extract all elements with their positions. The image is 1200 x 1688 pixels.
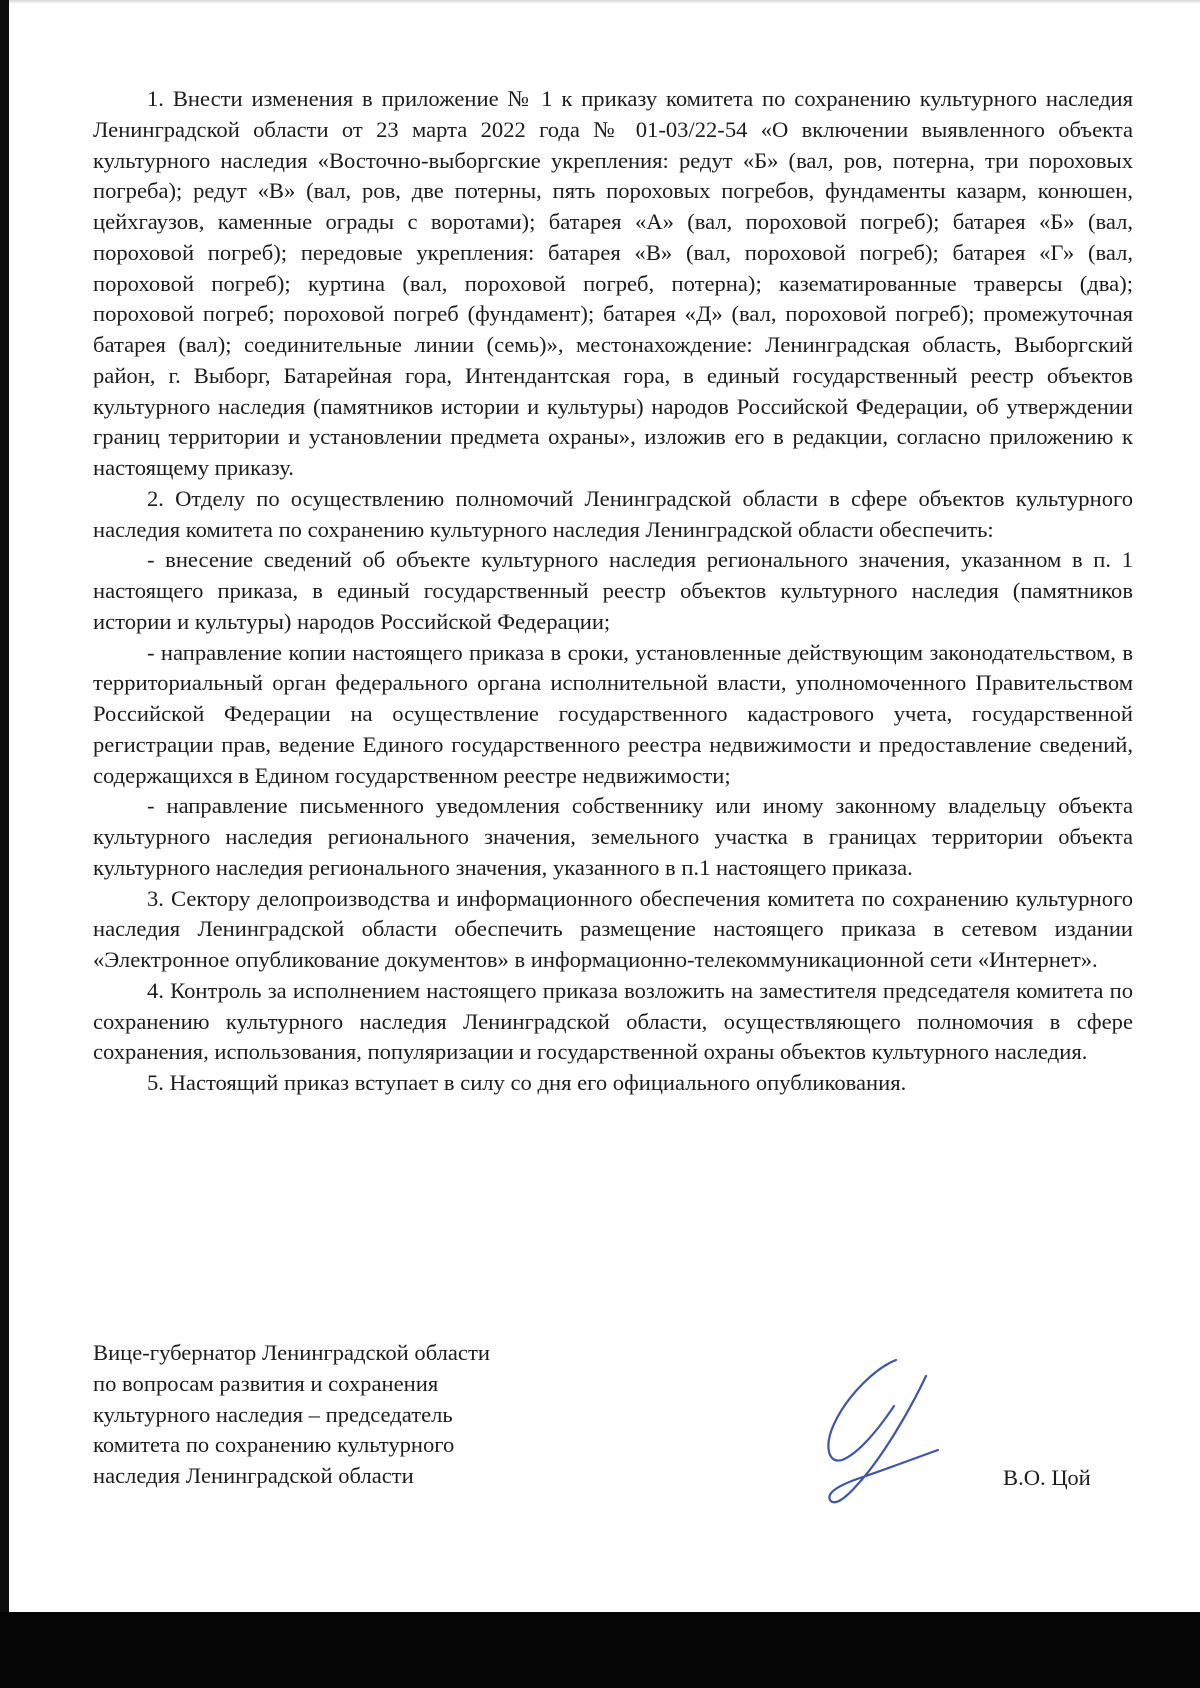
signer-title-line: комитета по сохранению культурного (93, 1432, 455, 1458)
paragraph-4: 4. Контроль за исполнением настоящего приказа возложить на заместителя председателя комитета по сохранению культурного наследия Ленинградской области, осуществляющего полномочия в сфере сохранения, использования, популяризации и государственной охраны объектов культурного наследия. (93, 977, 1133, 1065)
paragraph-2: 2. Отделу по осуществлению полномочий Ленинградской области в сфере объектов культурного наследия комитета по сохранению культурного наследия Ленинградской области обеспечить: (93, 485, 1133, 542)
scan-top-edge (0, 0, 1200, 4)
paragraph-1: 1. Внести изменения в приложение № 1 к приказу комитета по сохранению культурного наследия Ленинградской области от 23 марта 2022 года № 01-03/22-54 «О включении выявленного объекта культурного наследия «Восточно-выборгские укрепления: редут «Б» (вал, ров, потерна, три пороховых погреба); редут «В» (вал, ров, две потерны, пять пороховых погребов, фундаменты казарм, конюшен, цейхгаузов, каменные ограды с воротами); батарея «А» (вал, пороховой погреб); батарея «Б» (вал, пороховой погреб); передовые укрепления: батарея «В» (вал, пороховой погреб); батарея «Г» (вал, пороховой погреб); куртина (вал, пороховой погреб, потерна); казематированные траверсы (два); пороховой погреб; пороховой погреб (фундамент); батарея «Д» (вал, пороховой погреб); промежуточная батарея (вал); соединительные линии (семь)», местонахождение: Ленинградская область, Выборгский район, г. Выборг, Батарейная гора, Интендантская гора, в единый государственный реестр объектов культурного наследия (памятников истории и культуры) народов Российской Федерации, об утверждении границ территории и установлении предмета охраны», изложив его в редакции, согласно приложению к настоящему приказу. (93, 86, 1133, 480)
handwritten-signature (798, 1354, 948, 1514)
document-body (93, 84, 1133, 1099)
paragraph-2-item-registry: - внесение сведений об объекте культурного наследия регионального значения, указанном в п. 1 настоящего приказа, в единый государственный реестр объектов культурного наследия (памятников истории и культуры) народов Российской Федерации; (93, 547, 1133, 634)
signer-title-line: наследия Ленинградской области (93, 1463, 414, 1488)
signature-block (93, 1338, 1133, 1508)
signer-title (93, 1338, 653, 1492)
signer-name: В.О. Цой (1003, 1465, 1091, 1490)
paragraph-3: 3. Сектору делопроизводства и информационного обеспечения комитета по сохранению культурного наследия Ленинградской области обеспечить размещение настоящего приказа в сетевом издании «Электронное опубликование документов» в информационно-телекоммуникационной сети «Интернет». (93, 885, 1133, 972)
paragraph-5: 5. Настоящий приказ вступает в силу со дня его официального опубликования. (147, 1070, 907, 1095)
signer-title-line: культурного наследия – председатель (93, 1401, 453, 1427)
scan-bottom-bar (0, 1612, 1200, 1688)
paragraph-2-item-copy: - направление копии настоящего приказа в сроки, установленные действующим законодательством, в территориальный орган федерального органа исполнительной власти, уполномоченного Правительством Российской Федерации на осуществление государственного кадастрового учета, государственной регистрации прав, ведение Единого государственного реестра недвижимости и предоставление сведений, содержащихся в Едином государственном реестре недвижимости; (93, 639, 1133, 788)
signer-title-line: по вопросам развития и сохранения (93, 1370, 439, 1396)
paragraph-2-item-notice: - направление письменного уведомления собственнику или иному законному владельцу объекта культурного наследия регионального значения, земельного участка в границах территории объекта культурного наследия регионального значения, указанного в п.1 настоящего приказа. (93, 793, 1133, 880)
signer-title-line: Вице-губернатор Ленинградской области (93, 1340, 490, 1365)
scan-left-edge (0, 0, 9, 1688)
